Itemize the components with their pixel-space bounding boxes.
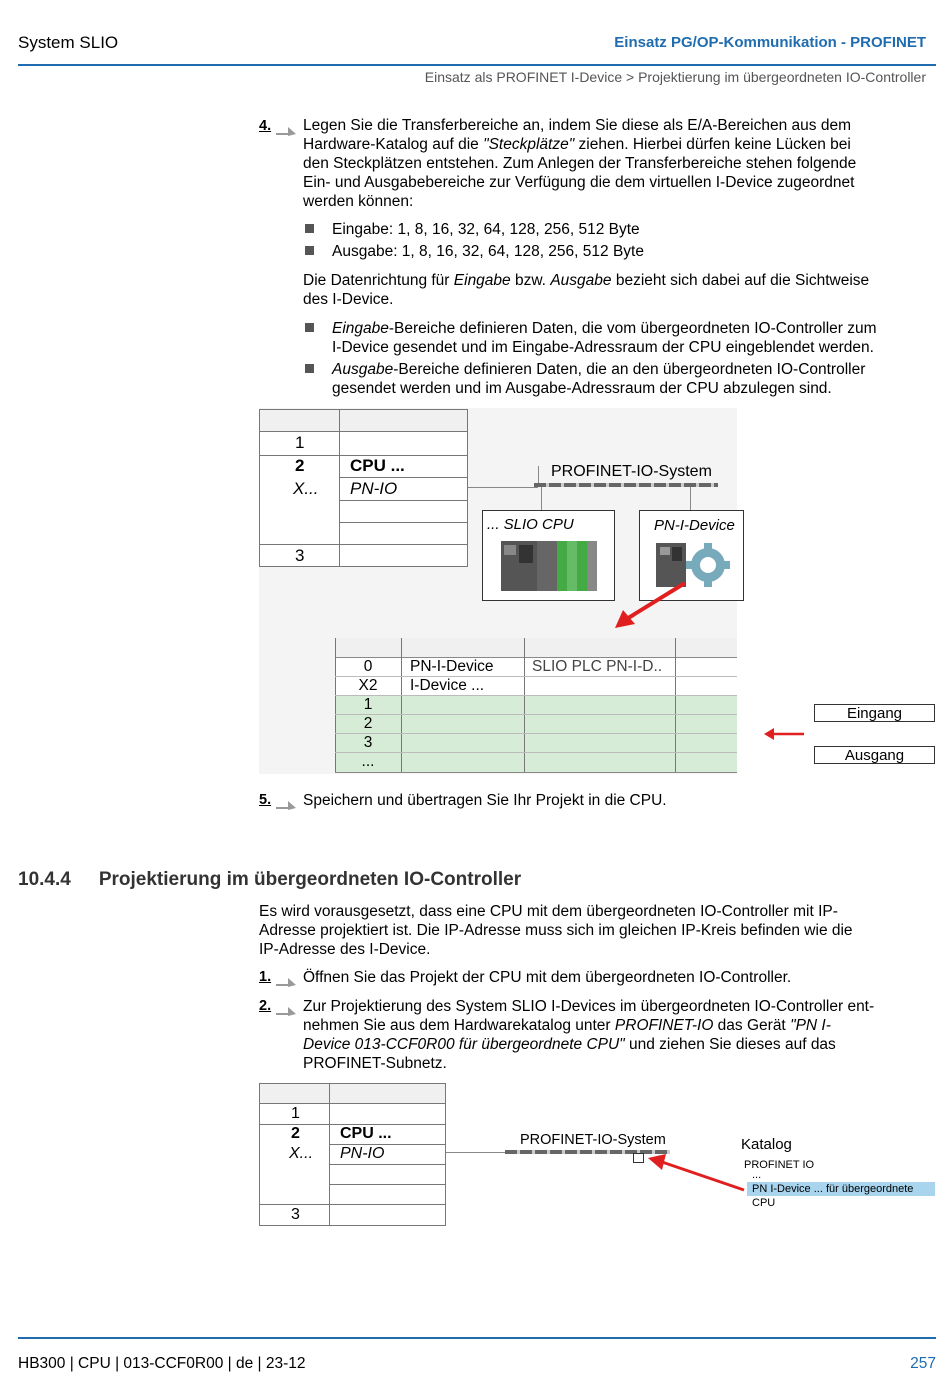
device-table-slot: 3 <box>363 734 373 751</box>
katalog-label: Katalog <box>741 1136 792 1153</box>
rack-slot-1: 1 <box>295 433 305 452</box>
network-label-1: PROFINET-IO-System <box>551 463 712 480</box>
step-arrow-icon <box>276 975 296 987</box>
s2-text: Zur Projektierung des System SLIO I-Devices im übergeordneten IO-Controller ent- nehmen Sie aus dem Hardwarekatalog unter PROFINET-IO das Gerät "PN I- Device 013-CCF0R00 für übergeordnete CPU" und ziehen Sie dieses auf das PROFINET-Subnetz. <box>303 998 875 1072</box>
page-number: 257 <box>910 1355 936 1372</box>
slio-cpu-label: ... SLIO CPU <box>487 516 574 533</box>
header-chapter: Einsatz PG/OP-Kommunikation - PROFINET <box>614 34 926 51</box>
pn-idevice-label: PN-I-Device <box>654 517 735 534</box>
bullet-icon <box>305 224 314 233</box>
rack-slot-x: X... <box>293 479 319 498</box>
rack2-slot-1: 1 <box>291 1105 300 1122</box>
header-breadcrumb: Einsatz als PROFINET I-Device > Projektierung im übergeordneten IO-Controller <box>424 69 926 85</box>
drop-line <box>690 487 691 511</box>
rack-table-2 <box>259 1083 446 1226</box>
step-5-number: 5. <box>259 792 272 808</box>
catalog-profinet-io[interactable]: PROFINET IO <box>744 1159 815 1171</box>
header-rule <box>18 64 936 66</box>
slio-cpu-box <box>482 510 615 601</box>
rack-slot-2: 2 <box>295 456 305 475</box>
step-arrow-icon <box>276 1004 296 1016</box>
rack2-slot-2: 2 <box>291 1125 300 1142</box>
rack-pn-io: PN-IO <box>350 479 398 498</box>
rack2-pn-io: PN-IO <box>340 1145 385 1162</box>
eingang-box: Eingang <box>814 704 935 722</box>
device-table-module: PN-I-Device <box>410 658 494 675</box>
device-table-slot: 0 <box>363 658 373 675</box>
device-table-slot: X2 <box>358 677 378 694</box>
step-arrow-icon <box>276 124 296 136</box>
datenrichtung-text: Die Datenrichtung für Eingabe bzw. Ausgabe bezieht sich dabei auf die Sichtweise des I-Device. <box>303 272 870 308</box>
s1-number: 1. <box>259 969 272 985</box>
drag-arrow-icon <box>605 580 690 632</box>
slio-cpu-hardware-icon <box>499 537 599 595</box>
drop-target-icon <box>633 1153 644 1163</box>
catalog-pn-idevice-item[interactable]: PN I-Device ... für übergeordnete CPU <box>747 1182 935 1196</box>
arrow-left-icon <box>764 727 806 741</box>
connector-line <box>468 487 538 488</box>
rack-cpu: CPU ... <box>350 456 405 475</box>
device-table <box>335 638 737 773</box>
step-arrow-icon <box>276 798 296 810</box>
rack2-slot-3: 3 <box>291 1206 300 1223</box>
device-table-slot: ... <box>361 753 375 770</box>
bullet-ausgabe: Ausgabe: 1, 8, 16, 32, 64, 128, 256, 512 Byte <box>332 243 644 260</box>
bullet-icon <box>305 323 314 332</box>
step-4-number: 4. <box>259 118 272 134</box>
device-table-slot: 2 <box>363 715 373 732</box>
footer-doc-id: HB300 | CPU | 013-CCF0R00 | de | 23-12 <box>18 1355 306 1372</box>
drag-arrow-icon-2 <box>646 1152 746 1194</box>
step-4-text: Legen Sie die Transferbereiche an, indem Sie diese als E/A-Bereichen aus dem Hardware-Katalog auf die "Steckplätze" ziehen. Hierbei dürfen keine Lücken bei den Steckplätzen entstehen. Zum Anlegen der Transferbereiche stehen folgende Ein- und Ausgabebereiche zur Verfügung die dem virtuellen I-Device zugeordnet werden können: <box>303 117 857 210</box>
connector-line <box>446 1152 508 1153</box>
ausgang-box: Ausgang <box>814 746 935 764</box>
drop-line <box>541 487 542 511</box>
section-intro: Es wird vorausgesetzt, dass eine CPU mit dem übergeordneten IO-Controller mit IP- Adresse projektiert ist. Die IP-Adresse muss sich im gleichen IP-Kreis befinden wie die IP-Adresse des I-Device. <box>259 903 853 958</box>
catalog-ellipsis: ... <box>752 1169 762 1181</box>
s2-number: 2. <box>259 998 272 1014</box>
section-heading: 10.4.4 Projektierung im übergeordneten IO-Controller <box>18 869 522 890</box>
rack-table-1 <box>259 409 468 567</box>
step-5-text: Speichern und übertragen Sie Ihr Projekt in die CPU. <box>303 792 667 809</box>
bullet-icon <box>305 364 314 373</box>
bullet-icon <box>305 246 314 255</box>
rack2-cpu: CPU ... <box>340 1125 392 1142</box>
header-left: System SLIO <box>18 33 119 52</box>
s1-text: Öffnen Sie das Projekt der CPU mit dem übergeordneten IO-Controller. <box>303 969 792 986</box>
network-label-2: PROFINET-IO-System <box>520 1132 666 1148</box>
footer-rule <box>18 1337 936 1339</box>
device-table-name: SLIO PLC PN-I-D.. <box>532 658 663 675</box>
rack-slot-3: 3 <box>295 546 305 565</box>
rack2-slot-x: X... <box>289 1145 314 1162</box>
device-table-slot: 1 <box>363 696 373 713</box>
bullet-eingabe: Eingabe: 1, 8, 16, 32, 64, 128, 256, 512 Byte <box>332 221 640 238</box>
bullet-eingabe-bereiche: Eingabe-Bereiche definieren Daten, die vom übergeordneten IO-Controller zum I-Device gesendet und im Eingabe-Adressraum der CPU eingeblendet werden. <box>332 320 877 356</box>
device-table-module: I-Device ... <box>410 677 485 694</box>
bullet-ausgabe-bereiche: Ausgabe-Bereiche definieren Daten, die an den übergeordneten IO-Controller gesendet werden und im Ausgabe-Adressraum der CPU abzulegen sind. <box>332 361 866 397</box>
